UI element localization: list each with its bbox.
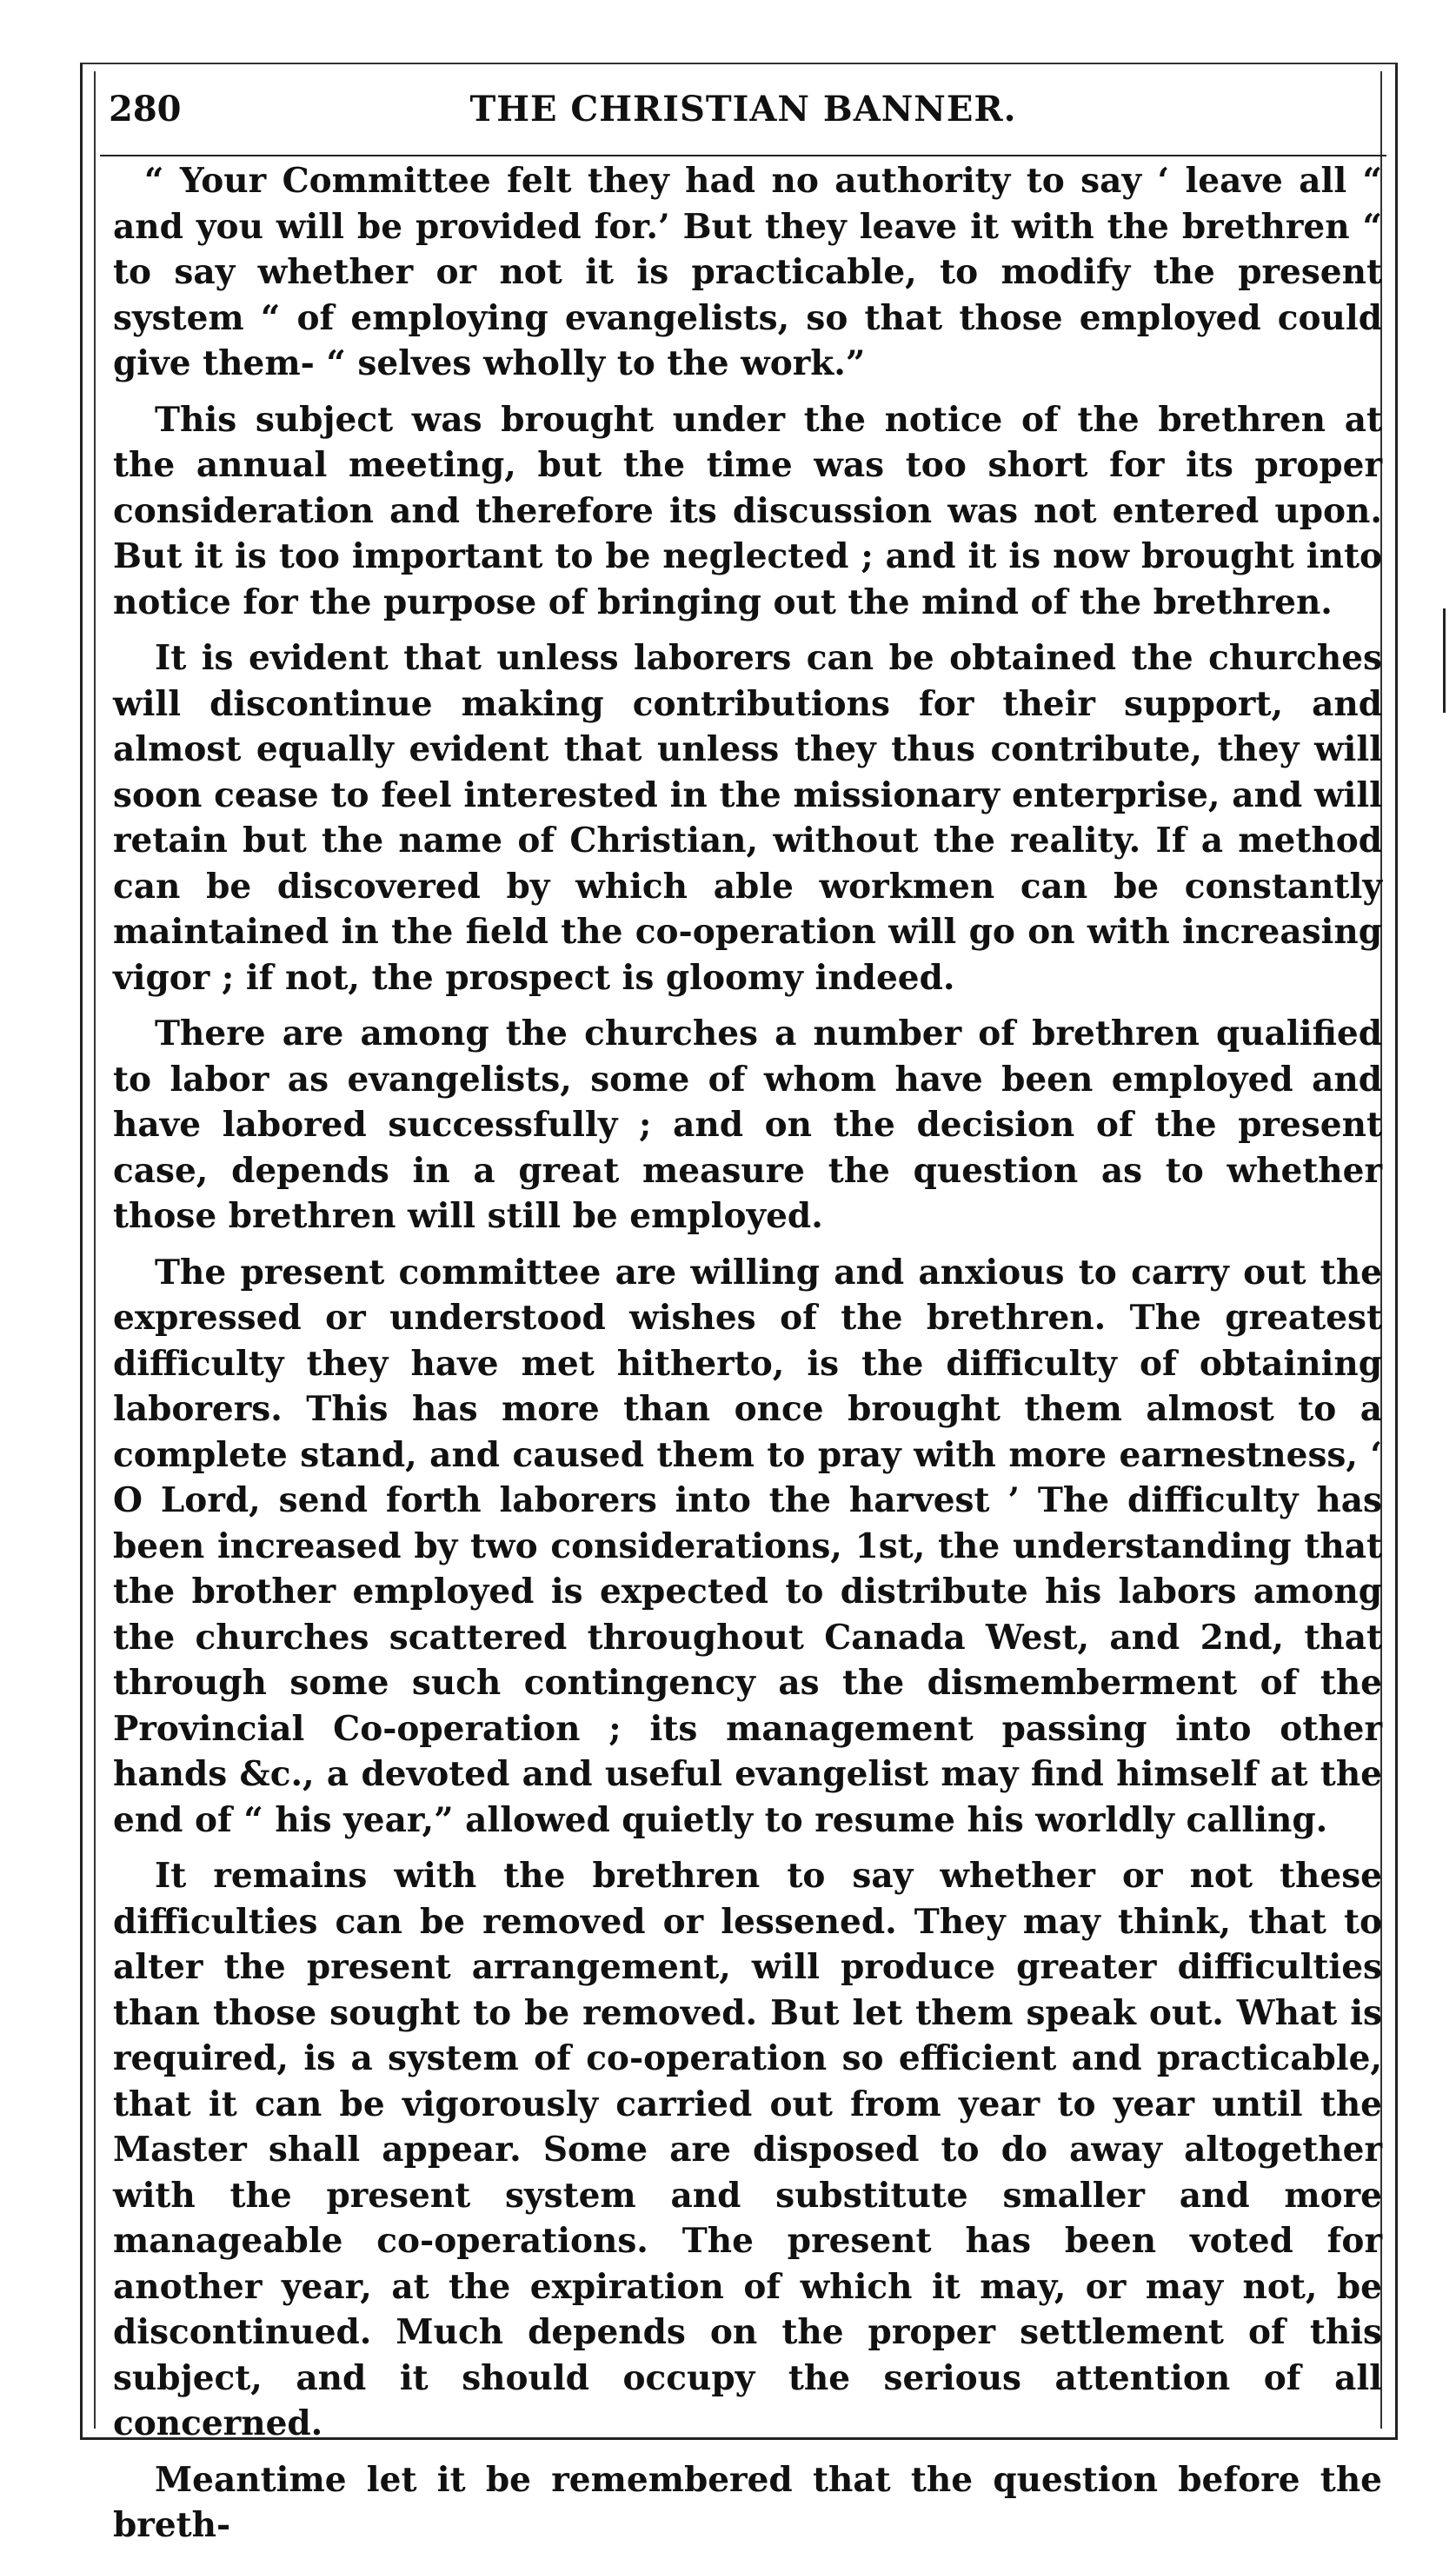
page-number: 280	[109, 89, 182, 130]
paragraph-laborers: It is evident that unless laborers can be obtained the churches will discontinue making contributions for their support, and almost equally evident that unless they thus contribute, they will soon cease to feel interested in the missionary enterprise, and will retain but the name of Christian, without the reality. If a method can be discovered by which able workmen can be constantly maintained in the field the co-operation will go on with increasing vigor ; if not, the prospect is gloomy indeed.	[113, 638, 1382, 998]
paragraph-annual-meeting: This subject was brought under the notice of the brethren at the annual meeting, but the time was too short for its proper consideration and therefore its discussion was not entered upon. But it is too important to be neglected ; and it is now brought into notice for the purpose of bringing out the mind of the brethren.	[113, 399, 1382, 622]
paragraph-evangelists: There are among the churches a number of brethren qualified to labor as evangelists, some of whom have been employed and have labored successfully ; and on the decision of the present case, depends in a great measure the question as to whether those brethren will still be employed.	[113, 1014, 1382, 1236]
paragraph-brethren-decision: It remains with the brethren to say whether or not these difficulties can be removed or lessened. They may think, that to alter the present arrangement, will produce greater difficulties than those sought to be removed. But let them speak out. What is required, is a system of co-operation so efficient and practicable, that it can be vigorously carried out from year to year until the Master shall appear. Some are disposed to do away altogether with the present system and substitute smaller and more manageable co-operations. The present has been voted for another year, at the expiration of which it may, or may not, be discontinued. Much depends on the proper settlement of this subject, and it should occupy the serious attention of all concerned.	[113, 1856, 1382, 2443]
article-body	[113, 158, 1382, 2559]
running-title: THE CHRISTIAN BANNER.	[469, 89, 1017, 130]
paragraph-committee-difficulties: The present committee are willing and anxious to carry out the expressed or understood wishes of the brethren. The greatest difficulty they have met hitherto, is the difficulty of obtaining laborers. This has more than once brought them almost to a complete stand, and caused them to pray with more earnestness, ‘ O Lord, send forth laborers into the harvest ’ The difficulty has been increased by two considerations, 1st, the understanding that the brother employed is expected to distribute his labors among the churches scattered throughout Canada West, and 2nd, that through some such contingency as the dismemberment of the Provincial Co-operation ; its management passing into other hands &c., a devoted and useful evangelist may find himself at the end of “ his year,” allowed quietly to resume his worldly calling.	[113, 1252, 1382, 1840]
page-header	[100, 85, 1386, 156]
paragraph-meantime: Meantime let it be remembered that the question before the breth-	[113, 2459, 1382, 2545]
margin-mark	[1443, 608, 1446, 713]
paragraph-committee-quote: “ Your Committee felt they had no authority to say ‘ leave all “ and you will be provided for.’ But they leave it with the brethren “ to say whether or not it is practicable, to modify the present system “ of employing evangelists, so that those employed could give them- “ selves wholly to the work.”	[113, 161, 1382, 383]
